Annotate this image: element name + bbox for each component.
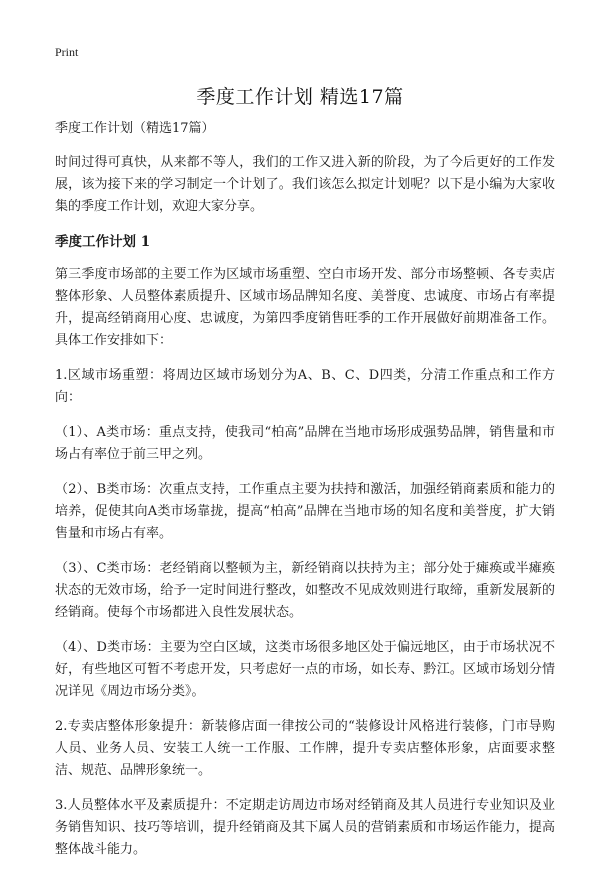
document-body bbox=[55, 118, 555, 874]
body-paragraph: 2.专卖店整体形象提升：新装修店面一律按公司的“装修设计风格进行装修，门市导购人员、业务人员、安装工人统一工作服、工作牌，提升专卖店整体形象，店面要求整洁、规范、品牌形象统一。 bbox=[55, 719, 555, 778]
section-heading: 季度工作计划 1 bbox=[55, 234, 151, 250]
body-paragraph: 3.人员整体水平及素质提升：不定期走访周边市场对经销商及其人员进行专业知识及业务销售知识、技巧等培训，提升经销商及其下属人员的营销素质和市场运作能力，提高整体战斗能力。 bbox=[55, 798, 555, 857]
document-title: 季度工作计划 精选17篇 bbox=[196, 86, 404, 108]
body-paragraph: 1.区域市场重塑：将周边区域市场划分为A、B、C、D四类，分清工作重点和工作方向： bbox=[55, 368, 555, 405]
document-subtitle: 季度工作计划（精选17篇） bbox=[55, 121, 215, 136]
body-paragraph: （2）、B类市场：次重点支持，工作重点主要为扶持和激活，加强经销商素质和能力的培养，促使其向A类市场靠拢，提高“柏高”品牌在当地市场的知名度和美誉度，扩大销售量和市场占有率。 bbox=[55, 482, 555, 541]
intro-paragraph: 时间过得可真快，从来都不等人，我们的工作又进入新的阶段，为了今后更好的工作发展，该为接下来的学习制定一个计划了。我们该怎么拟定计划呢？以下是小编为大家收集的季度工作计划，欢迎大家分享。 bbox=[55, 155, 555, 214]
body-paragraph: （3）、C类市场：老经销商以整顿为主，新经销商以扶持为主；部分处于瘫痪或半瘫痪状态的无效市场，给予一定时间进行整改，如整改不见成效则进行取缔，重新发展新的经销商。使每个市场都进入良性发展状态。 bbox=[55, 561, 555, 620]
body-paragraph: （1）、A类市场：重点支持，使我司“柏高”品牌在当地市场形成强势品牌，销售量和市场占有率位于前三甲之列。 bbox=[55, 425, 555, 462]
print-label[interactable]: Print bbox=[55, 45, 79, 59]
body-paragraph: 第三季度市场部的主要工作为区域市场重塑、空白市场开发、部分市场整顿、各专卖店整体形象、人员整体素质提升、区域市场品牌知名度、美誉度、忠诚度、市场占有率提升，提高经销商用心度、忠诚度，为第四季度销售旺季的工作开展做好前期准备工作。具体工作安排如下： bbox=[55, 267, 555, 348]
body-paragraph: （4）、D类市场：主要为空白区域，这类市场很多地区处于偏远地区，由于市场状况不好，有些地区可暂不考虑开发，只考虑好一点的市场，如长寿、黔江。区域市场划分情况详见《周边市场分类》。 bbox=[55, 640, 555, 699]
